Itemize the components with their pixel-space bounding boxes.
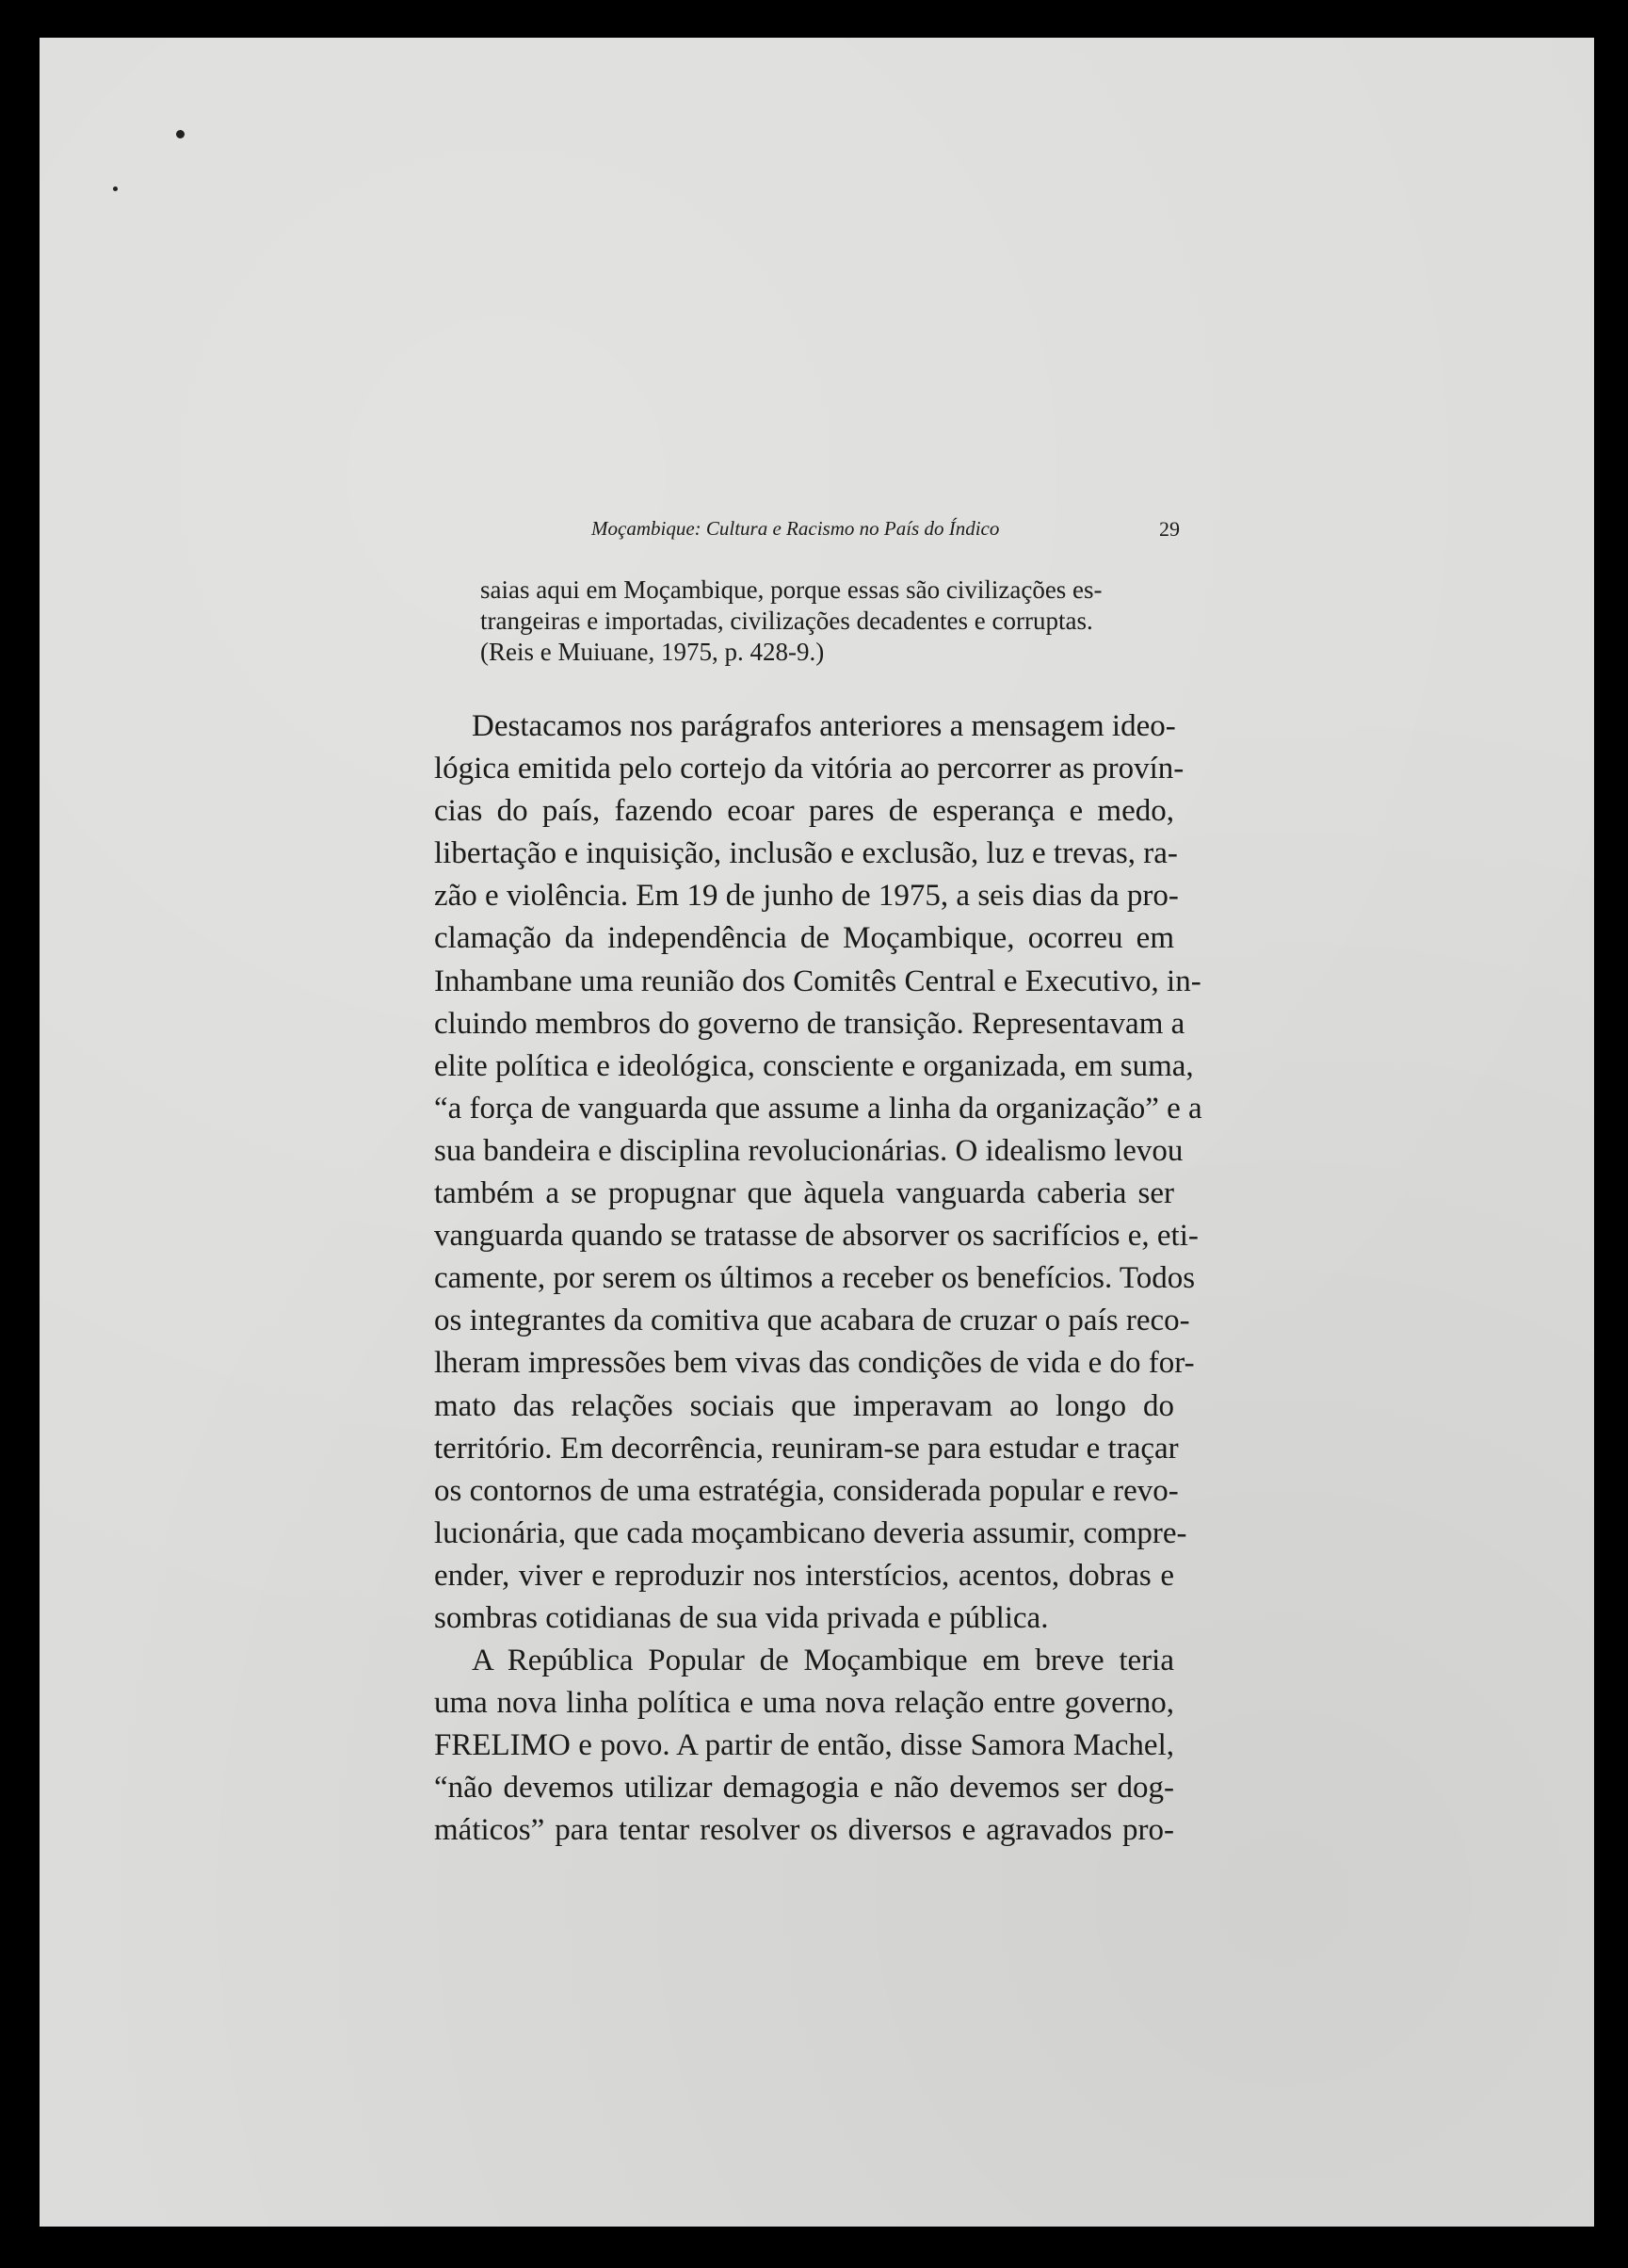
text-line: os contornos de uma estratégia, considerada popular e revo-: [434, 1473, 1179, 1508]
text-line: lógica emitida pelo cortejo da vitória ao percorrer as provín-: [434, 752, 1185, 786]
text-line: “a força de vanguarda que assume a linha da organização” e a: [434, 1091, 1202, 1126]
text-line: elite política e ideológica, consciente e organizada, em suma,: [434, 1048, 1194, 1083]
text-line: cluindo membros do governo de transição. Representavam a: [434, 1006, 1185, 1041]
running-title: Moçambique: Cultura e Racismo no País do Índico: [591, 517, 1000, 540]
dust-speck: [113, 186, 118, 191]
block-quote: [480, 575, 1173, 668]
text-line: também a se propugnar que àquela vanguarda caberia ser: [434, 1176, 1174, 1211]
text-line: sombras cotidianas de sua vida privada e pública.: [434, 1600, 1049, 1635]
text-line: clamação da independência de Moçambique, ocorreu em: [434, 921, 1174, 956]
text-line: vanguarda quando se tratasse de absorver os sacrifícios e, eti-: [434, 1219, 1199, 1254]
text-line: uma nova linha política e uma nova relação entre governo,: [434, 1686, 1174, 1721]
text-line: os integrantes da comitiva que acabara de cruzar o país reco-: [434, 1304, 1190, 1338]
text-line: cias do país, fazendo ecoar pares de esperança e medo,: [434, 794, 1174, 829]
quote-line: saias aqui em Moçambique, porque essas são civilizações es-: [480, 575, 1103, 604]
paragraph: [434, 705, 1202, 1640]
text-line: território. Em decorrência, reuniram-se para estudar e traçar: [434, 1431, 1179, 1466]
text-line: libertação e inquisição, inclusão e exclusão, luz e trevas, ra-: [434, 836, 1178, 871]
text-line: lucionária, que cada moçambicano deveria assumir, compre-: [434, 1515, 1187, 1550]
running-head: [591, 517, 1180, 547]
body-text: [434, 705, 1202, 1853]
dust-speck: [176, 130, 185, 138]
paragraph: [434, 1640, 1174, 1852]
text-line: máticos” para tentar resolver os diversos e agravados pro-: [434, 1813, 1174, 1848]
text-line: sua bandeira e disciplina revolucionárias. O idealismo levou: [434, 1133, 1184, 1168]
text-line: A República Popular de Moçambique em breve teria: [472, 1644, 1174, 1678]
text-line: lheram impressões bem vivas das condições de vida e do for-: [434, 1346, 1195, 1381]
text-line: FRELIMO e povo. A partir de então, disse Samora Machel,: [434, 1728, 1174, 1763]
quote-citation: (Reis e Muiuane, 1975, p. 428-9.): [480, 638, 825, 666]
text-line: Destacamos nos parágrafos anteriores a mensagem ideo-: [472, 709, 1176, 743]
text-line: zão e violência. Em 19 de junho de 1975, a seis dias da pro-: [434, 879, 1179, 914]
text-line: Inhambane uma reunião dos Comitês Central e Executivo, in-: [434, 964, 1201, 998]
text-line: ender, viver e reproduzir nos interstícios, acentos, dobras e: [434, 1558, 1174, 1593]
text-line: “não devemos utilizar demagogia e não devemos ser dog-: [434, 1771, 1174, 1806]
quote-line: trangeiras e importadas, civilizações decadentes e corruptas.: [480, 607, 1093, 635]
text-line: mato das relações sociais que imperavam ao longo do: [434, 1388, 1174, 1423]
page-number: 29: [1159, 517, 1180, 541]
text-line: camente, por serem os últimos a receber os benefícios. Todos: [434, 1261, 1196, 1296]
